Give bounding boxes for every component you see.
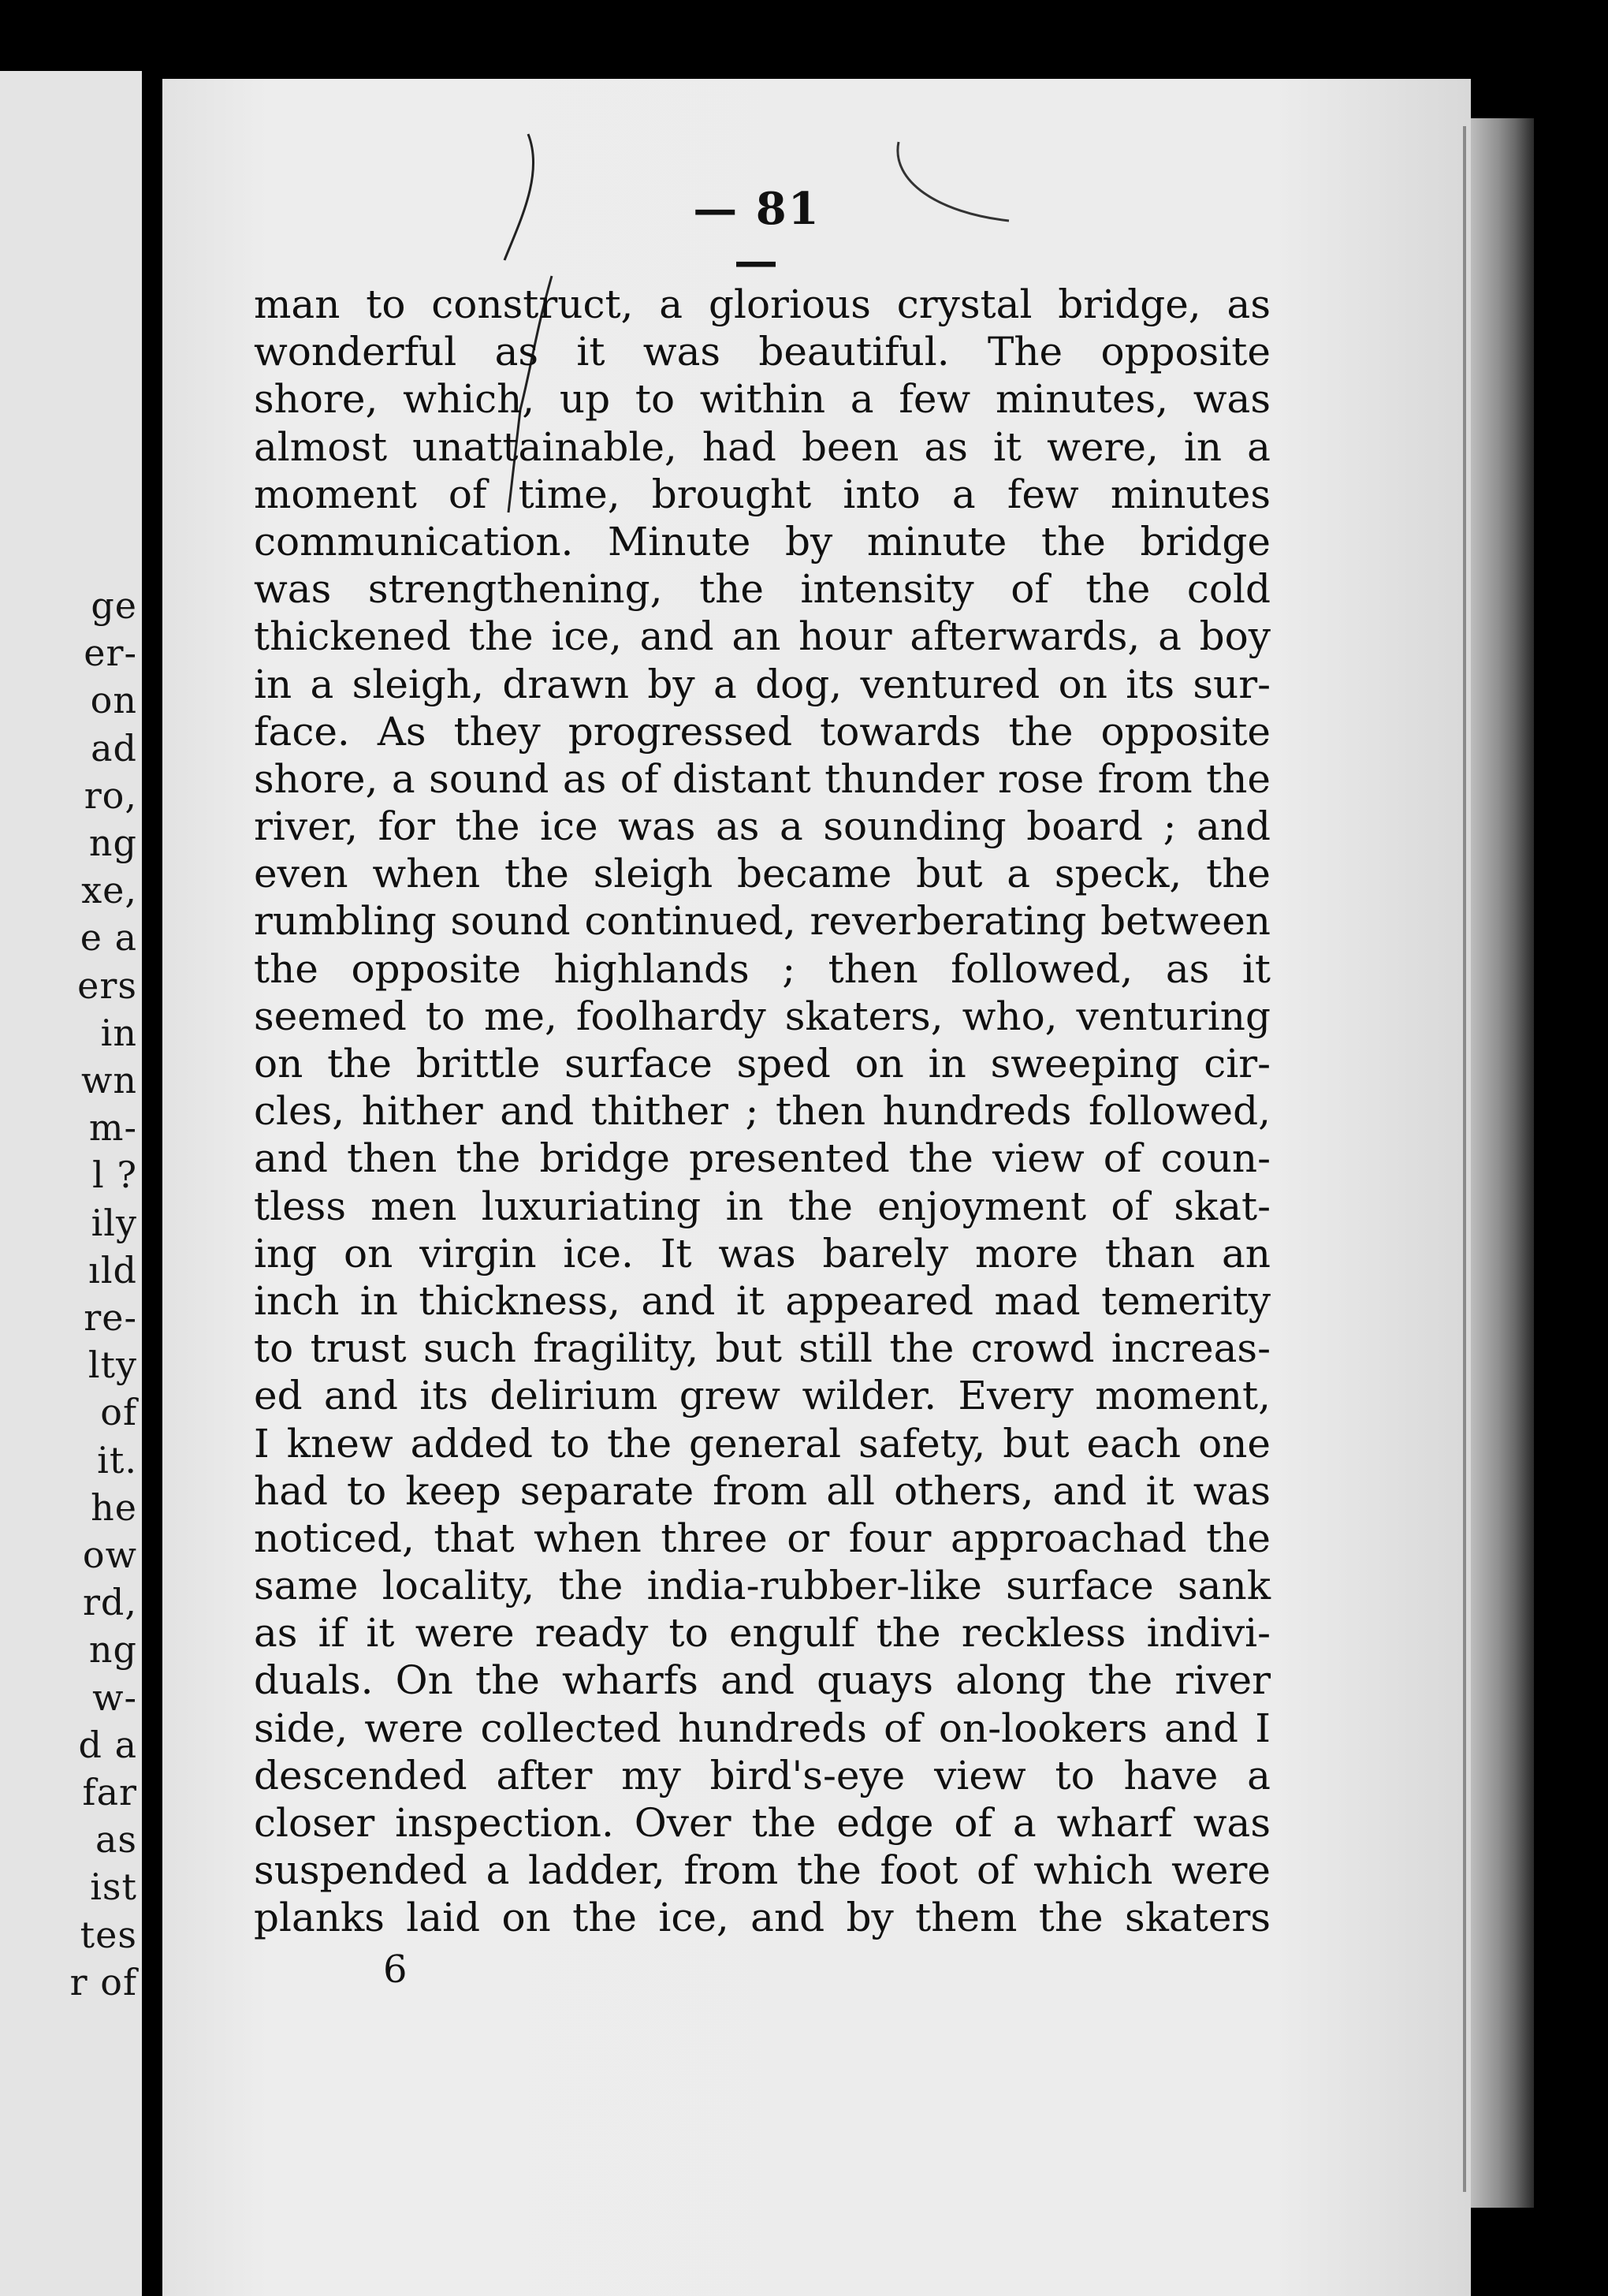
left-fragment-line: w- [92,1675,137,1719]
signature-mark: 6 [383,1948,408,1992]
text-line: river, for the ice was as a sounding board ; and [254,803,1271,850]
left-fragment-line: ge [91,584,137,627]
page-edge-stack [1471,118,1534,2208]
left-fragment-line: in [100,1011,137,1054]
left-fragment-line: as [95,1818,137,1862]
text-line: descended after my bird's-eye view to have a [254,1752,1271,1798]
left-facing-page [0,71,142,2296]
left-fragment-line: d a [78,1723,137,1766]
text-line: duals. On the wharfs and quays along the river [254,1657,1271,1704]
text-line: man to construct, a glorious crystal bridge, as [254,281,1271,327]
left-fragment-line: ro, [84,773,137,817]
text-line: in a sleigh, drawn by a dog, ventured on its sur- [254,661,1271,707]
text-line: moment of time, brought into a few minutes [254,471,1271,517]
book-gutter [143,55,162,2296]
text-line: tless men luxuriating in the enjoyment of skat- [254,1183,1271,1229]
text-line: side, were collected hundreds of on-lookers and I [254,1705,1271,1751]
left-fragment-line: l ? [92,1154,137,1197]
left-fragment-line: ng [88,822,137,865]
left-fragment-line: far [82,1771,137,1814]
left-fragment-line: wn [81,1059,137,1102]
text-line: shore, a sound as of distant thunder rose from the [254,755,1271,802]
text-line: was strengthening, the intensity of the cold [254,566,1271,613]
text-line: seemed to me, foolhardy skaters, who, venturing [254,993,1271,1039]
text-line: the opposite highlands ; then followed, as it [254,945,1271,992]
left-page-text-fragments [0,582,142,2006]
text-line: communication. Minute by minute the bridge [254,518,1271,565]
text-line: same locality, the india-rubber-like surface sank [254,1563,1271,1609]
text-line: to trust such fragility, but still the crowd increas- [254,1325,1271,1372]
text-line: thickened the ice, and an hour afterwards, a boy [254,613,1271,660]
left-fragment-line: e a [80,916,137,960]
page-number: — 81 — [693,183,821,287]
left-fragment-line: of [100,1391,137,1434]
left-fragment-line: ers [77,964,137,1007]
text-line: wonderful as it was beautiful. The opposite [254,329,1271,375]
text-line: inch in thickness, and it appeared mad temerity [254,1277,1271,1324]
page-edge-shadow [1463,126,1466,2192]
text-line: shore, which, up to within a few minutes, was [254,376,1271,423]
text-line: I knew added to the general safety, but each one [254,1420,1271,1467]
left-fragment-line: ıld [88,1248,137,1292]
left-fragment-line: rd, [82,1581,137,1624]
left-fragment-line: r of [69,1960,137,2003]
left-fragment-line: xe, [81,869,137,912]
text-line: ed and its delirium grew wilder. Every moment, [254,1373,1271,1419]
text-line: face. As they progressed towards the opposite [254,708,1271,755]
left-fragment-line: ad [91,726,137,770]
text-line: closer inspection. Over the edge of a wharf was [254,1800,1271,1846]
left-fragment-line: er- [84,632,137,675]
text-line: on the brittle surface sped on in sweeping cir- [254,1041,1271,1086]
text-line: noticed, that when three or four approachad the [254,1515,1271,1561]
text-line: ing on virgin ice. It was barely more than an [254,1230,1271,1277]
left-fragment-line: re- [84,1296,137,1340]
text-line: planks laid on the ice, and by them the skaters [254,1895,1271,1941]
left-fragment-line: lty [87,1344,137,1387]
left-fragment-line: it. [97,1438,137,1482]
left-fragment-line: ily [91,1201,137,1244]
text-line: had to keep separate from all others, and it was [254,1467,1271,1514]
body-text [254,281,1271,1942]
left-fragment-line: on [90,679,137,722]
left-fragment-line: tes [80,1913,137,1956]
text-line: almost unattainable, had been as it were, in a [254,423,1271,470]
pencil-scratch [891,134,1017,229]
text-line: and then the bridge presented the view of coun- [254,1135,1271,1182]
text-line: rumbling sound continued, reverberating between [254,898,1271,945]
text-line: as if it were ready to engulf the reckless indivi- [254,1610,1271,1657]
text-line: even when the sleigh became but a speck, the [254,851,1271,897]
left-fragment-line: ow [82,1534,137,1577]
left-fragment-line: he [91,1485,137,1529]
text-line: suspended a ladder, from the foot of which were [254,1847,1271,1894]
left-fragment-line: ng [88,1628,137,1672]
text-line: cles, hither and thither ; then hundreds followed, [254,1088,1271,1135]
left-fragment-line: ist [90,1866,137,1909]
left-fragment-line: m- [88,1106,137,1150]
